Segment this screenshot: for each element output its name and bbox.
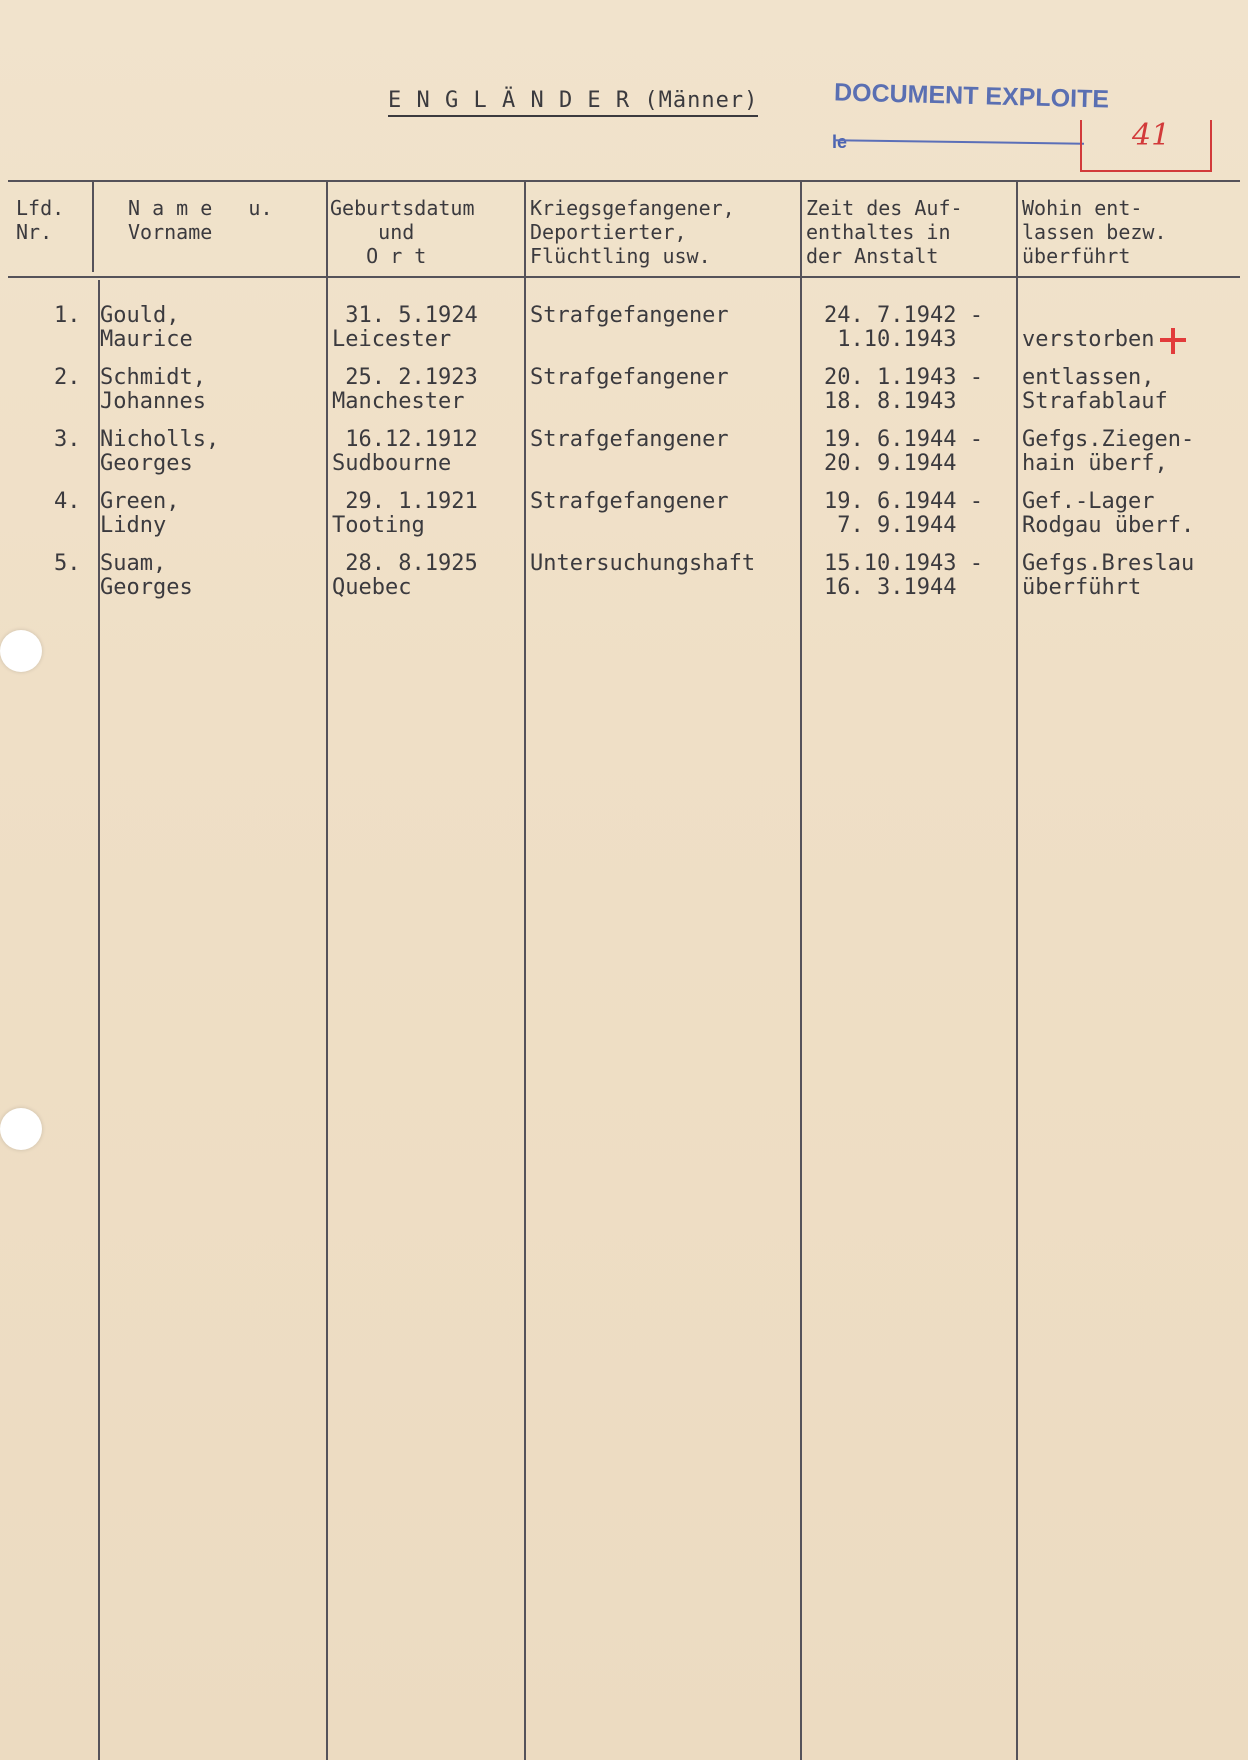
col-divider-1-header <box>92 182 94 272</box>
col-divider-2 <box>326 182 328 1760</box>
col-divider-3 <box>524 182 526 1760</box>
row-3-wohin: Gefgs.Ziegen- hain überf, <box>1022 427 1195 476</box>
row-4-zeit: 19. 6.1944 - 7. 9.1944 <box>824 489 983 538</box>
header-lfd-nr: Lfd. Nr. <box>16 196 65 244</box>
row-2-name: Schmidt, Johannes <box>100 365 206 414</box>
row-1-zeit: 24. 7.1942 - 1.10.1943 <box>824 303 983 352</box>
row-5-nr: 5. <box>54 551 81 576</box>
row-4-wohin: Gef.-Lager Rodgau überf. <box>1022 489 1195 538</box>
row-1-wohin: verstorben <box>1022 327 1155 352</box>
row-1-status: Strafgefangener <box>530 303 729 328</box>
row-2-zeit: 20. 1.1943 - 18. 8.1943 <box>824 365 983 414</box>
row-5-geburt: 28. 8.1925 Quebec <box>332 551 478 600</box>
row-3-status: Strafgefangener <box>530 427 729 452</box>
header-zeit: Zeit des Auf- enthaltes in der Anstalt <box>806 196 963 268</box>
row-2-wohin: entlassen, Strafablauf <box>1022 365 1168 414</box>
header-name: N a m e u. Vorname <box>128 196 273 244</box>
document-title: E N G L Ä N D E R (Männer) <box>388 88 758 117</box>
document-exploite-stamp: DOCUMENT EXPLOITE <box>833 78 1110 114</box>
red-page-number: 41 <box>1132 118 1171 153</box>
row-4-status: Strafgefangener <box>530 489 729 514</box>
row-1-geburt: 31. 5.1924 Leicester <box>332 303 478 352</box>
header-kriegsgefangener: Kriegsgefangener, Deportierter, Flüchtling usw. <box>530 196 735 268</box>
row-5-status: Untersuchungshaft <box>530 551 756 576</box>
header-geburtsdatum: Geburtsdatum und O r t <box>330 196 475 268</box>
table-top-rule <box>8 180 1240 182</box>
row-3-geburt: 16.12.1912 Sudbourne <box>332 427 478 476</box>
row-2-geburt: 25. 2.1923 Manchester <box>332 365 478 414</box>
row-1-name: Gould, Maurice <box>100 303 193 352</box>
row-2-nr: 2. <box>54 365 81 390</box>
row-2-status: Strafgefangener <box>530 365 729 390</box>
stamp-prefix: le <box>832 132 848 152</box>
header-wohin: Wohin ent- lassen bezw. überführt <box>1022 196 1167 268</box>
row-3-name: Nicholls, Georges <box>100 427 220 476</box>
table-header-rule <box>8 276 1240 278</box>
row-5-zeit: 15.10.1943 - 16. 3.1944 <box>824 551 983 600</box>
stamp-line <box>834 139 1084 144</box>
row-4-nr: 4. <box>54 489 81 514</box>
punch-hole-upper <box>0 630 42 672</box>
col-divider-5 <box>1016 182 1018 1760</box>
punch-hole-lower <box>0 1108 42 1150</box>
row-4-geburt: 29. 1.1921 Tooting <box>332 489 478 538</box>
row-3-nr: 3. <box>54 427 81 452</box>
red-cross-mark <box>1158 326 1188 356</box>
row-5-wohin: Gefgs.Breslau überführt <box>1022 551 1195 600</box>
row-3-zeit: 19. 6.1944 - 20. 9.1944 <box>824 427 983 476</box>
row-4-name: Green, Lidny <box>100 489 180 538</box>
row-1-nr: 1. <box>54 303 81 328</box>
row-5-name: Suam, Georges <box>100 551 193 600</box>
col-divider-4 <box>800 182 802 1760</box>
